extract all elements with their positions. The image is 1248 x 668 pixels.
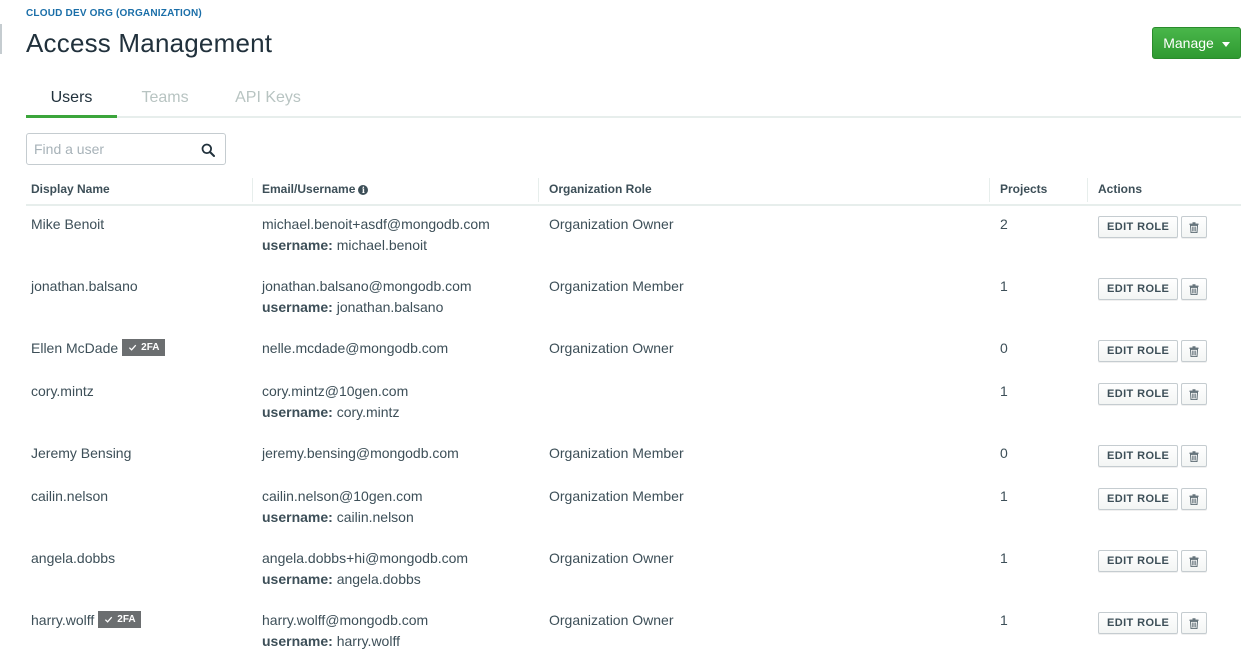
user-email: cory.mintz@10gen.com (262, 383, 409, 399)
user-email-cell (262, 276, 472, 318)
user-actions (1098, 612, 1207, 634)
user-username-line (262, 569, 468, 590)
edit-role-button[interactable]: EDIT ROLE (1098, 278, 1178, 300)
edit-role-button[interactable]: EDIT ROLE (1098, 216, 1178, 238)
user-email: angela.dobbs+hi@mongodb.com (262, 550, 469, 566)
trash-icon (1189, 494, 1199, 505)
user-projects-count: 1 (1000, 278, 1008, 294)
search-icon[interactable] (201, 143, 215, 157)
user-projects-count: 1 (1000, 612, 1008, 628)
column-header-projects[interactable]: Projects (989, 182, 1047, 204)
user-email-cell (262, 548, 468, 590)
username-label: username: (262, 633, 333, 649)
edit-role-button[interactable]: EDIT ROLE (1098, 488, 1178, 510)
user-username: cailin.nelson (336, 509, 414, 525)
delete-user-button[interactable] (1181, 445, 1207, 467)
column-header-display-name[interactable]: Display Name (31, 182, 110, 196)
user-organization-role: Organization Owner (549, 340, 674, 356)
manage-dropdown-button[interactable] (1152, 27, 1241, 59)
column-header-actions: Actions (1087, 182, 1142, 204)
user-organization-role: Organization Owner (549, 216, 674, 232)
twofa-badge-label: 2FA (117, 614, 136, 625)
user-username: cory.mintz (336, 404, 400, 420)
user-organization-role: Organization Member (549, 488, 684, 504)
username-label: username: (262, 237, 333, 253)
edit-role-button[interactable]: EDIT ROLE (1098, 383, 1178, 405)
user-actions (1098, 550, 1207, 572)
delete-user-button[interactable] (1181, 278, 1207, 300)
manage-button-label: Manage (1163, 35, 1214, 51)
username-label: username: (262, 571, 333, 587)
user-projects-count: 1 (1000, 488, 1008, 504)
edit-role-button[interactable]: EDIT ROLE (1098, 340, 1178, 362)
delete-user-button[interactable] (1181, 612, 1207, 634)
user-search-input[interactable] (34, 140, 194, 158)
org-breadcrumb[interactable]: CLOUD DEV ORG (ORGANIZATION) (26, 8, 202, 19)
twofa-badge (122, 339, 164, 356)
users-table (26, 178, 1241, 649)
user-username: jonathan.balsano (336, 299, 444, 315)
user-email-cell (262, 338, 448, 359)
left-edge-divider (0, 24, 2, 54)
trash-icon (1189, 284, 1199, 295)
edit-role-button[interactable]: EDIT ROLE (1098, 550, 1178, 572)
user-email: harry.wolff@mongodb.com (262, 612, 429, 628)
user-display-name: cory.mintz (31, 383, 94, 399)
user-email: nelle.mcdade@mongodb.com (262, 340, 449, 356)
user-username-line (262, 235, 490, 256)
user-email-cell (262, 214, 490, 256)
delete-user-button[interactable] (1181, 550, 1207, 572)
trash-icon (1189, 346, 1199, 357)
user-display-name-cell (31, 214, 104, 235)
user-display-name-cell (31, 443, 131, 464)
user-organization-role: Organization Member (549, 278, 684, 294)
edit-role-button[interactable]: EDIT ROLE (1098, 445, 1178, 467)
delete-user-button[interactable] (1181, 216, 1207, 238)
user-organization-role: Organization Owner (549, 550, 674, 566)
edit-role-button[interactable]: EDIT ROLE (1098, 612, 1178, 634)
trash-icon (1189, 556, 1199, 567)
user-display-name: Ellen McDade (31, 340, 119, 356)
table-header (26, 178, 1241, 206)
twofa-badge-label: 2FA (141, 342, 160, 353)
column-header-organization-role[interactable]: Organization Role (538, 182, 652, 204)
user-username-line (262, 507, 423, 528)
user-username-line (262, 297, 472, 318)
user-projects-count: 2 (1000, 216, 1008, 232)
username-label: username: (262, 404, 333, 420)
user-email: cailin.nelson@10gen.com (262, 488, 423, 504)
user-projects-count: 0 (1000, 445, 1008, 461)
user-display-name-cell (31, 610, 141, 631)
trash-icon (1189, 451, 1199, 462)
username-label: username: (262, 299, 333, 315)
column-header-email-label: Email/Username (262, 182, 356, 196)
user-organization-role: Organization Owner (549, 612, 674, 628)
user-email-cell (262, 486, 423, 528)
delete-user-button[interactable] (1181, 488, 1207, 510)
user-username: angela.dobbs (336, 571, 421, 587)
user-display-name-cell (31, 548, 115, 569)
user-projects-count: 0 (1000, 340, 1008, 356)
user-email: jonathan.balsano@mongodb.com (262, 278, 472, 294)
user-display-name: cailin.nelson (31, 488, 109, 504)
user-display-name-cell (31, 381, 94, 402)
caret-down-icon (1222, 42, 1230, 47)
user-display-name-cell (31, 276, 138, 297)
tab-teams[interactable]: Teams (141, 89, 189, 106)
tab-bar (26, 82, 1241, 118)
user-actions (1098, 445, 1207, 467)
user-search-box (26, 133, 226, 165)
delete-user-button[interactable] (1181, 383, 1207, 405)
page-title: Access Management (26, 28, 273, 58)
trash-icon (1189, 618, 1199, 629)
user-display-name: Jeremy Bensing (31, 445, 132, 461)
tab-users[interactable]: Users (26, 82, 117, 118)
user-email-cell (262, 443, 459, 464)
user-display-name: Mike Benoit (31, 216, 105, 232)
user-email-cell (262, 381, 408, 423)
trash-icon (1189, 222, 1199, 233)
user-projects-count: 1 (1000, 550, 1008, 566)
user-actions (1098, 383, 1207, 405)
info-icon[interactable]: i (358, 185, 368, 195)
trash-icon (1189, 389, 1199, 400)
check-icon (128, 343, 137, 352)
check-icon (104, 615, 113, 624)
user-username: harry.wolff (336, 633, 400, 649)
user-actions (1098, 216, 1207, 238)
user-email: jeremy.bensing@mongodb.com (262, 445, 459, 461)
username-label: username: (262, 509, 333, 525)
user-organization-role: Organization Member (549, 445, 684, 461)
user-email-cell (262, 610, 428, 652)
user-email: michael.benoit+asdf@mongodb.com (262, 216, 490, 232)
user-actions (1098, 340, 1207, 362)
user-actions (1098, 488, 1207, 510)
user-username-line (262, 402, 408, 423)
column-header-email[interactable] (252, 182, 368, 204)
delete-user-button[interactable] (1181, 340, 1207, 362)
user-display-name: harry.wolff (31, 612, 95, 628)
user-projects-count: 1 (1000, 383, 1008, 399)
tab-api-keys[interactable]: API Keys (235, 89, 301, 106)
user-display-name: jonathan.balsano (31, 278, 138, 294)
user-display-name: angela.dobbs (31, 550, 116, 566)
user-username-line (262, 631, 428, 652)
user-actions (1098, 278, 1207, 300)
twofa-badge (98, 611, 140, 628)
user-display-name-cell (31, 338, 165, 359)
user-username: michael.benoit (336, 237, 427, 253)
user-display-name-cell (31, 486, 108, 507)
